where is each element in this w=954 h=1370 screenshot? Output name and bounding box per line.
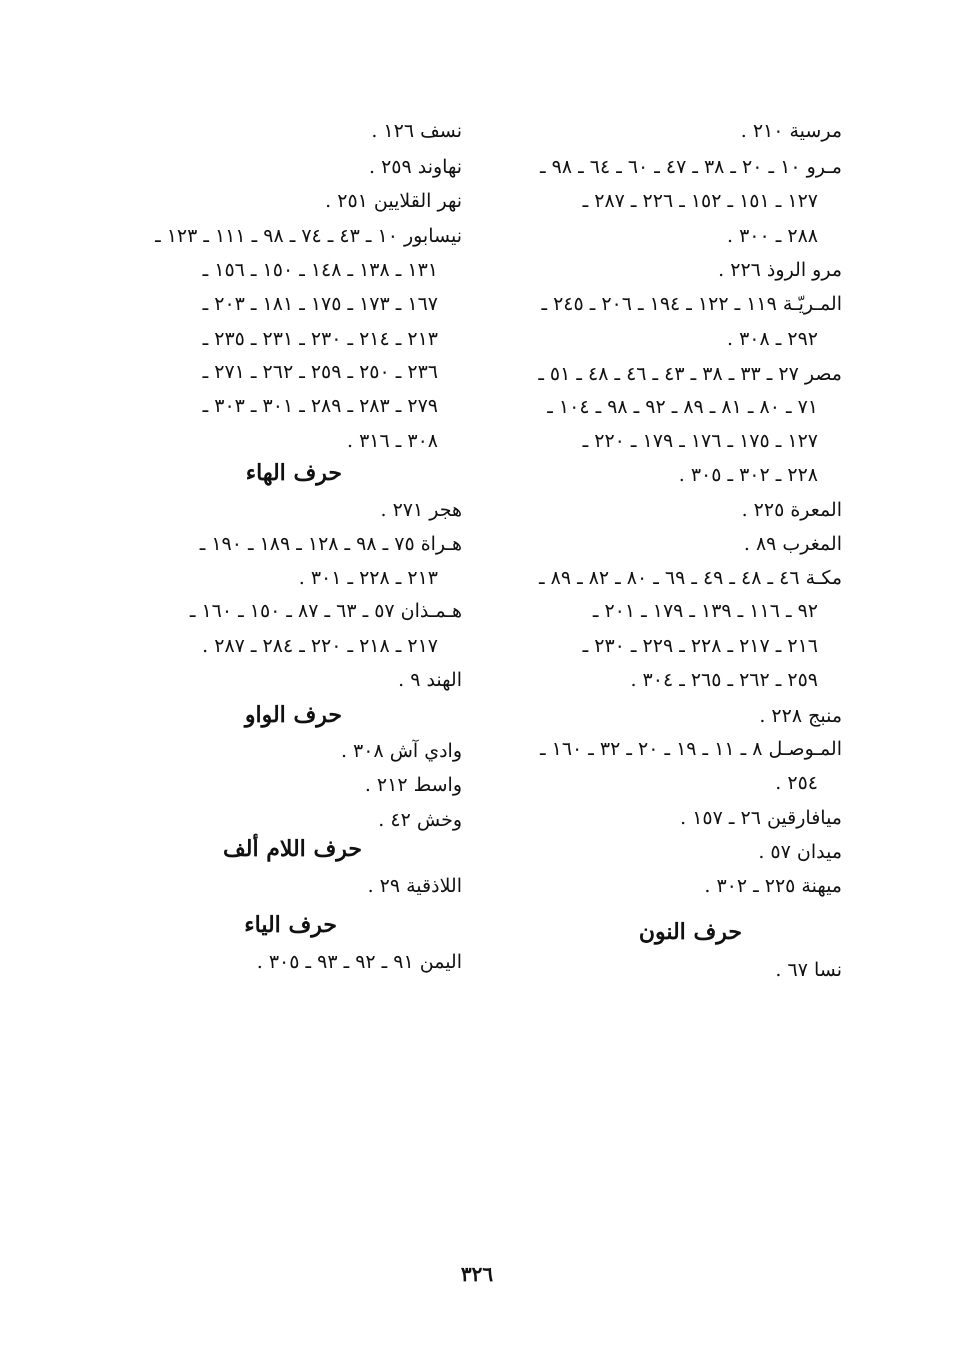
index-entry: نسف ١٢٦ . [371, 120, 462, 142]
index-entry: نيسابور ١٠ ـ ٤٣ ـ ٧٤ ـ ٩٨ ـ ١١١ ـ ١٢٣ ـ [155, 225, 462, 247]
index-entry: هـراة ٧٥ ـ ٩٨ ـ ١٢٨ ـ ١٨٩ ـ ١٩٠ ـ [199, 533, 462, 555]
index-entry-continuation: ١٢٧ ـ ١٧٥ ـ ١٧٦ ـ ١٧٩ ـ ٢٢٠ ـ [582, 430, 818, 452]
section-heading-ya: حرف الياء [244, 912, 337, 938]
index-entry: واسط ٢١٢ . [364, 774, 462, 796]
section-heading-lam-alif: حرف اللام ألف [222, 836, 362, 862]
index-entry: هـمـذان ٥٧ ـ ٦٣ ـ ٨٧ ـ ١٥٠ ـ ١٦٠ ـ [189, 600, 462, 622]
index-entry: مرسية ٢١٠ . [740, 120, 842, 142]
index-entry-continuation: ٩٢ ـ ١١٦ ـ ١٣٩ ـ ١٧٩ ـ ٢٠١ ـ [592, 600, 818, 622]
index-entry: منبج ٢٢٨ . [759, 705, 842, 727]
index-entry: وادي آش ٣٠٨ . [340, 740, 462, 762]
index-entry-continuation: ٣٠٨ ـ ٣١٦ . [347, 430, 438, 452]
index-entry-continuation: ٢١٣ ـ ٢٢٨ ـ ٣٠١ . [298, 567, 438, 589]
index-entry-continuation: ٧١ ـ ٨٠ ـ ٨١ ـ ٨٩ ـ ٩٢ ـ ٩٨ ـ ١٠٤ ـ [547, 396, 818, 418]
index-entry-continuation: ١٢٧ ـ ١٥١ ـ ١٥٢ ـ ٢٢٦ ـ ٢٨٧ ـ [582, 190, 818, 212]
index-entry: الهند ٩ . [398, 669, 462, 691]
index-entry: نهاوند ٢٥٩ . [368, 156, 462, 178]
index-entry-continuation: ٢٩٢ ـ ٣٠٨ . [727, 328, 818, 350]
index-entry: المـوصـل ٨ ـ ١١ ـ ١٩ ـ ٢٠ ـ ٣٢ ـ ١٦٠ ـ [540, 738, 842, 760]
index-entry-continuation: ٢١٣ ـ ٢١٤ ـ ٢٣٠ ـ ٢٣١ ـ ٢٣٥ ـ [202, 328, 438, 350]
index-entry-continuation: ٢٥٤ . [775, 772, 818, 794]
index-entry: المعرة ٢٢٥ . [741, 499, 842, 521]
section-heading-nun: حرف النون [638, 919, 742, 945]
index-entry-continuation: ٢١٦ ـ ٢١٧ ـ ٢٢٨ ـ ٢٢٩ ـ ٢٣٠ ـ [582, 635, 818, 657]
index-entry-continuation: ٢٢٨ ـ ٣٠٢ ـ ٣٠٥ . [678, 464, 818, 486]
index-entry: نهر القلايين ٢٥١ . [325, 190, 462, 212]
index-entry: اليمن ٩١ ـ ٩٢ ـ ٩٣ ـ ٣٠٥ . [256, 951, 462, 973]
index-entry: هجر ٢٧١ . [380, 499, 462, 521]
page-number: ٣٢٦ [460, 1262, 494, 1286]
index-entry: المـريّـة ١١٩ ـ ١٢٢ ـ ١٩٤ ـ ٢٠٦ ـ ٢٤٥ ـ [541, 293, 842, 315]
index-entry-continuation: ٢٥٩ ـ ٢٦٢ ـ ٢٦٥ ـ ٣٠٤ . [630, 669, 818, 691]
index-entry: وخش ٤٢ . [378, 809, 462, 831]
index-entry: مصر ٢٧ ـ ٣٣ ـ ٣٨ ـ ٤٣ ـ ٤٦ ـ ٤٨ ـ ٥١ ـ [538, 363, 842, 385]
index-entry: ميدان ٥٧ . [758, 841, 842, 863]
index-entry: مـرو ١٠ ـ ٢٠ ـ ٣٨ ـ ٤٧ ـ ٦٠ ـ ٦٤ ـ ٩٨ ـ [540, 156, 842, 178]
index-entry: المغرب ٨٩ . [743, 533, 842, 555]
section-heading-ha: حرف الهاء [245, 460, 342, 486]
index-entry: مكـة ٤٦ ـ ٤٨ ـ ٤٩ ـ ٦٩ ـ ٨٠ ـ ٨٢ ـ ٨٩ ـ [539, 567, 842, 589]
index-entry: ميهنة ٢٢٥ ـ ٣٠٢ . [704, 875, 842, 897]
index-entry-continuation: ١٣١ ـ ١٣٨ ـ ١٤٨ ـ ١٥٠ ـ ١٥٦ ـ [202, 259, 438, 281]
index-entry: ميافارقين ٢٦ ـ ١٥٧ . [680, 807, 842, 829]
index-entry-continuation: ٢٣٦ ـ ٢٥٠ ـ ٢٥٩ ـ ٢٦٢ ـ ٢٧١ ـ [202, 361, 438, 383]
index-entry: نسا ٦٧ . [775, 959, 842, 981]
section-heading-waw: حرف الواو [244, 702, 342, 728]
index-entry-continuation: ٢١٧ ـ ٢١٨ ـ ٢٢٠ ـ ٢٨٤ ـ ٢٨٧ . [202, 635, 438, 657]
index-entry-continuation: ٢٨٨ ـ ٣٠٠ . [727, 225, 818, 247]
index-entry: مرو الروذ ٢٢٦ . [718, 259, 842, 281]
index-entry-continuation: ٢٧٩ ـ ٢٨٣ ـ ٢٨٩ ـ ٣٠١ ـ ٣٠٣ ـ [202, 395, 438, 417]
index-entry: اللاذقية ٢٩ . [367, 875, 462, 897]
index-entry-continuation: ١٦٧ ـ ١٧٣ ـ ١٧٥ ـ ١٨١ ـ ٢٠٣ ـ [202, 293, 438, 315]
